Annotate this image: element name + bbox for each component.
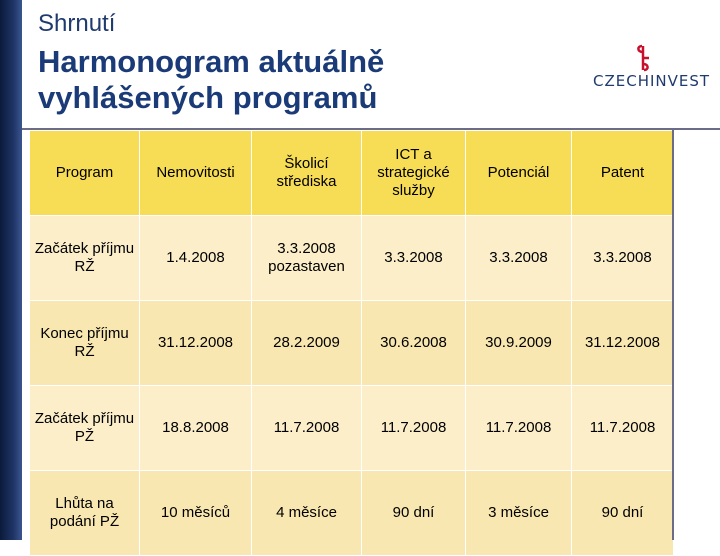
table-cell: 28.2.2009: [252, 301, 362, 386]
table-cell: 10 měsíců: [140, 471, 252, 556]
column-header: ICT a strategické služby: [362, 131, 466, 216]
column-header: Program: [30, 131, 140, 216]
title-line-1: Harmonogram aktuálně: [38, 44, 385, 79]
table-cell: 3.3.2008: [466, 216, 572, 301]
table-row: [30, 216, 674, 301]
title-line-2: vyhlášených programů: [38, 80, 378, 115]
table-cell: 31.12.2008: [140, 301, 252, 386]
table-row: [30, 471, 674, 556]
table-cell: 4 měsíce: [252, 471, 362, 556]
table-cell: 1.4.2008: [140, 216, 252, 301]
table-cell: 3.3.2008: [362, 216, 466, 301]
schedule-table: [29, 130, 674, 556]
logo-czech-text: CZECH: [593, 72, 650, 90]
column-header: Patent: [572, 131, 674, 216]
table-right-border: [672, 130, 674, 540]
table-cell: 30.6.2008: [362, 301, 466, 386]
logo-wordmark: [593, 72, 710, 90]
row-label: Začátek příjmu RŽ: [30, 216, 140, 301]
table-cell: 3 měsíce: [466, 471, 572, 556]
table-cell: 11.7.2008: [572, 386, 674, 471]
row-label: Konec příjmu RŽ: [30, 301, 140, 386]
table-cell: 31.12.2008: [572, 301, 674, 386]
table-cell: 3.3.2008: [572, 216, 674, 301]
table-cell: 11.7.2008: [466, 386, 572, 471]
table-row: [30, 386, 674, 471]
column-header: Potenciál: [466, 131, 572, 216]
table-cell: 18.8.2008: [140, 386, 252, 471]
table-cell: 11.7.2008: [252, 386, 362, 471]
table-header-row: [30, 131, 674, 216]
czechinvest-logo: [593, 44, 711, 96]
logo-invest-text: INVEST: [649, 72, 711, 90]
table-cell: 3.3.2008 pozastaven: [252, 216, 362, 301]
slide-subtitle: Shrnutí: [38, 10, 116, 37]
table-cell: 90 dní: [572, 471, 674, 556]
table-cell: 90 dní: [362, 471, 466, 556]
row-label: Začátek příjmu PŽ: [30, 386, 140, 471]
table-cell: 11.7.2008: [362, 386, 466, 471]
title-area: [38, 8, 558, 116]
column-header: Nemovitosti: [140, 131, 252, 216]
left-accent-bar: [0, 0, 22, 540]
column-header: Školicí střediska: [252, 131, 362, 216]
table-row: [30, 301, 674, 386]
table-cell: 30.9.2009: [466, 301, 572, 386]
row-label: Lhůta na podání PŽ: [30, 471, 140, 556]
slide-title: [38, 44, 558, 116]
czechinvest-mark-icon: [631, 44, 655, 72]
